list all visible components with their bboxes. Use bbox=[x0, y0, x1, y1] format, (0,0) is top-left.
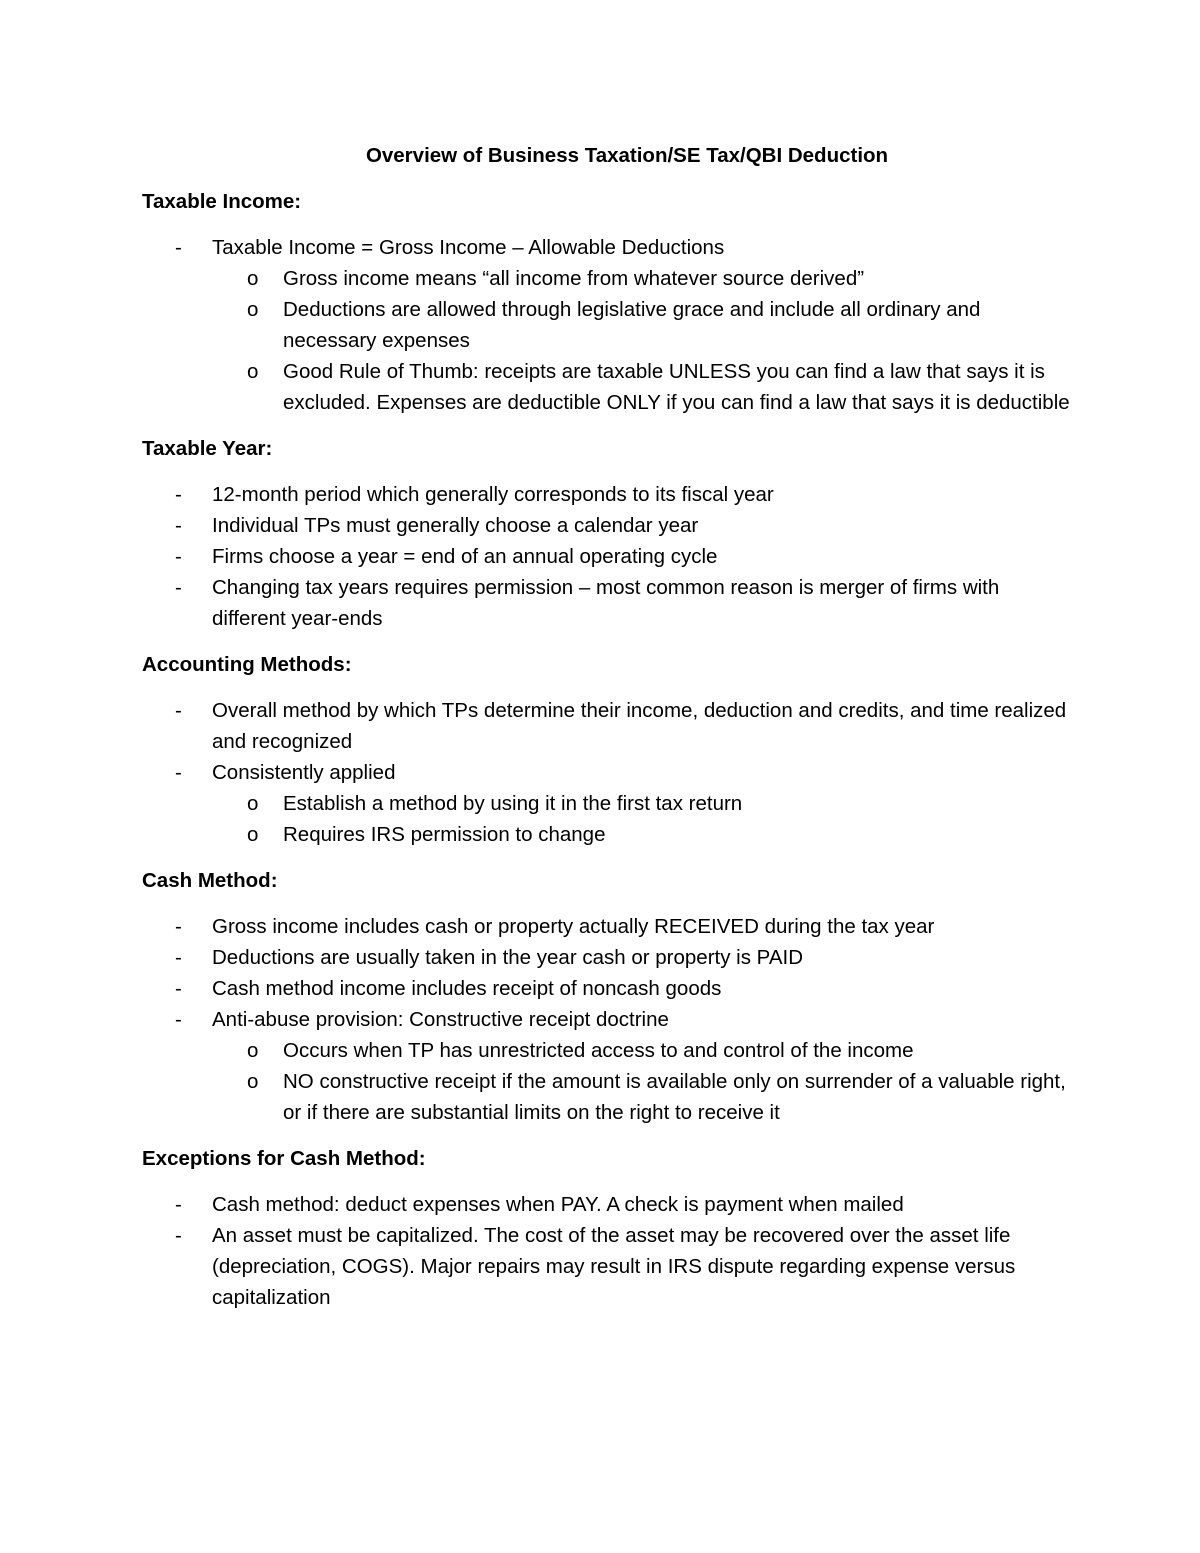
sub-list-item bbox=[142, 788, 1072, 819]
section bbox=[142, 433, 1072, 634]
list-item bbox=[142, 572, 1072, 634]
list-item-text: Deductions are usually taken in the year cash or property is PAID bbox=[212, 946, 803, 969]
dash-bullet-icon: - bbox=[175, 946, 182, 969]
section-heading: Exceptions for Cash Method: bbox=[142, 1147, 426, 1170]
list-item-text: Anti-abuse provision: Constructive receipt doctrine bbox=[212, 1008, 669, 1031]
sub-list-item bbox=[142, 1035, 1072, 1066]
list-item bbox=[142, 942, 1072, 973]
sub-list-item-text: NO constructive receipt if the amount is available only on surrender of a valuable right, or if there are substantial limits on the right to receive it bbox=[283, 1070, 1066, 1124]
sub-list-item bbox=[142, 819, 1072, 850]
sub-list-item-text: Establish a method by using it in the first tax return bbox=[283, 792, 743, 815]
list-item-text: An asset must be capitalized. The cost of the asset may be recovered over the asset life (depreciation, COGS). Major repairs may result in IRS dispute regarding expense versus capitalization bbox=[212, 1224, 1016, 1309]
list-item-text: 12-month period which generally corresponds to its fiscal year bbox=[212, 483, 774, 506]
dash-bullet-icon: - bbox=[175, 915, 182, 938]
sub-list-item bbox=[142, 263, 1072, 294]
sub-list-item-text: Occurs when TP has unrestricted access to and control of the income bbox=[283, 1039, 914, 1062]
section-heading: Taxable Income: bbox=[142, 190, 302, 213]
document-title: Overview of Business Taxation/SE Tax/QBI Deduction bbox=[365, 144, 889, 167]
section bbox=[142, 1143, 1072, 1313]
list-item bbox=[142, 973, 1072, 1004]
list-item bbox=[142, 232, 1072, 263]
circle-bullet-icon: o bbox=[247, 298, 259, 321]
list-item-text: Overall method by which TPs determine their income, deduction and credits, and time realized and recognized bbox=[212, 699, 1067, 753]
list-item-text: Changing tax years requires permission – most common reason is merger of firms with different year-ends bbox=[212, 576, 1000, 630]
section-heading: Accounting Methods: bbox=[142, 653, 352, 676]
sub-list-item-text: Good Rule of Thumb: receipts are taxable UNLESS you can find a law that says it is excluded. Expenses are deductible ONLY if you can find a law that says it is deductible bbox=[283, 360, 1070, 414]
list-item-text: Firms choose a year = end of an annual operating cycle bbox=[212, 545, 718, 568]
sub-list-item-text: Gross income means “all income from whatever source derived” bbox=[283, 267, 865, 290]
dash-bullet-icon: - bbox=[175, 545, 182, 568]
dash-bullet-icon: - bbox=[175, 761, 182, 784]
document-body bbox=[142, 140, 1072, 1328]
list-item bbox=[142, 911, 1072, 942]
circle-bullet-icon: o bbox=[247, 792, 259, 815]
dash-bullet-icon: - bbox=[175, 1224, 182, 1247]
list-item-text: Individual TPs must generally choose a calendar year bbox=[212, 514, 699, 537]
section bbox=[142, 186, 1072, 418]
dash-bullet-icon: - bbox=[175, 236, 182, 259]
circle-bullet-icon: o bbox=[247, 360, 259, 383]
list-item bbox=[142, 1004, 1072, 1035]
section-heading: Taxable Year: bbox=[142, 437, 273, 460]
list-item-text: Cash method income includes receipt of noncash goods bbox=[212, 977, 722, 1000]
list-item bbox=[142, 1220, 1072, 1313]
section bbox=[142, 649, 1072, 850]
sub-list-item bbox=[142, 356, 1072, 418]
sub-list-item-text: Deductions are allowed through legislative grace and include all ordinary and necessary expenses bbox=[283, 298, 981, 352]
list-item bbox=[142, 695, 1072, 757]
circle-bullet-icon: o bbox=[247, 267, 259, 290]
list-item-text: Gross income includes cash or property actually RECEIVED during the tax year bbox=[212, 915, 935, 938]
list-item bbox=[142, 479, 1072, 510]
dash-bullet-icon: - bbox=[175, 514, 182, 537]
list-item-text: Consistently applied bbox=[212, 761, 396, 784]
list-item bbox=[142, 541, 1072, 572]
sub-list-item bbox=[142, 1066, 1072, 1128]
dash-bullet-icon: - bbox=[175, 1008, 182, 1031]
section bbox=[142, 865, 1072, 1128]
circle-bullet-icon: o bbox=[247, 1039, 259, 1062]
dash-bullet-icon: - bbox=[175, 483, 182, 506]
dash-bullet-icon: - bbox=[175, 576, 182, 599]
dash-bullet-icon: - bbox=[175, 699, 182, 722]
sub-list-item-text: Requires IRS permission to change bbox=[283, 823, 606, 846]
section-heading: Cash Method: bbox=[142, 869, 278, 892]
circle-bullet-icon: o bbox=[247, 1070, 259, 1093]
list-item bbox=[142, 510, 1072, 541]
list-item bbox=[142, 1189, 1072, 1220]
sections-container bbox=[142, 186, 1072, 1313]
list-item-text: Cash method: deduct expenses when PAY. A check is payment when mailed bbox=[212, 1193, 904, 1216]
dash-bullet-icon: - bbox=[175, 977, 182, 1000]
dash-bullet-icon: - bbox=[175, 1193, 182, 1216]
circle-bullet-icon: o bbox=[247, 823, 259, 846]
list-item-text: Taxable Income = Gross Income – Allowable Deductions bbox=[212, 236, 725, 259]
list-item bbox=[142, 757, 1072, 788]
sub-list-item bbox=[142, 294, 1072, 356]
